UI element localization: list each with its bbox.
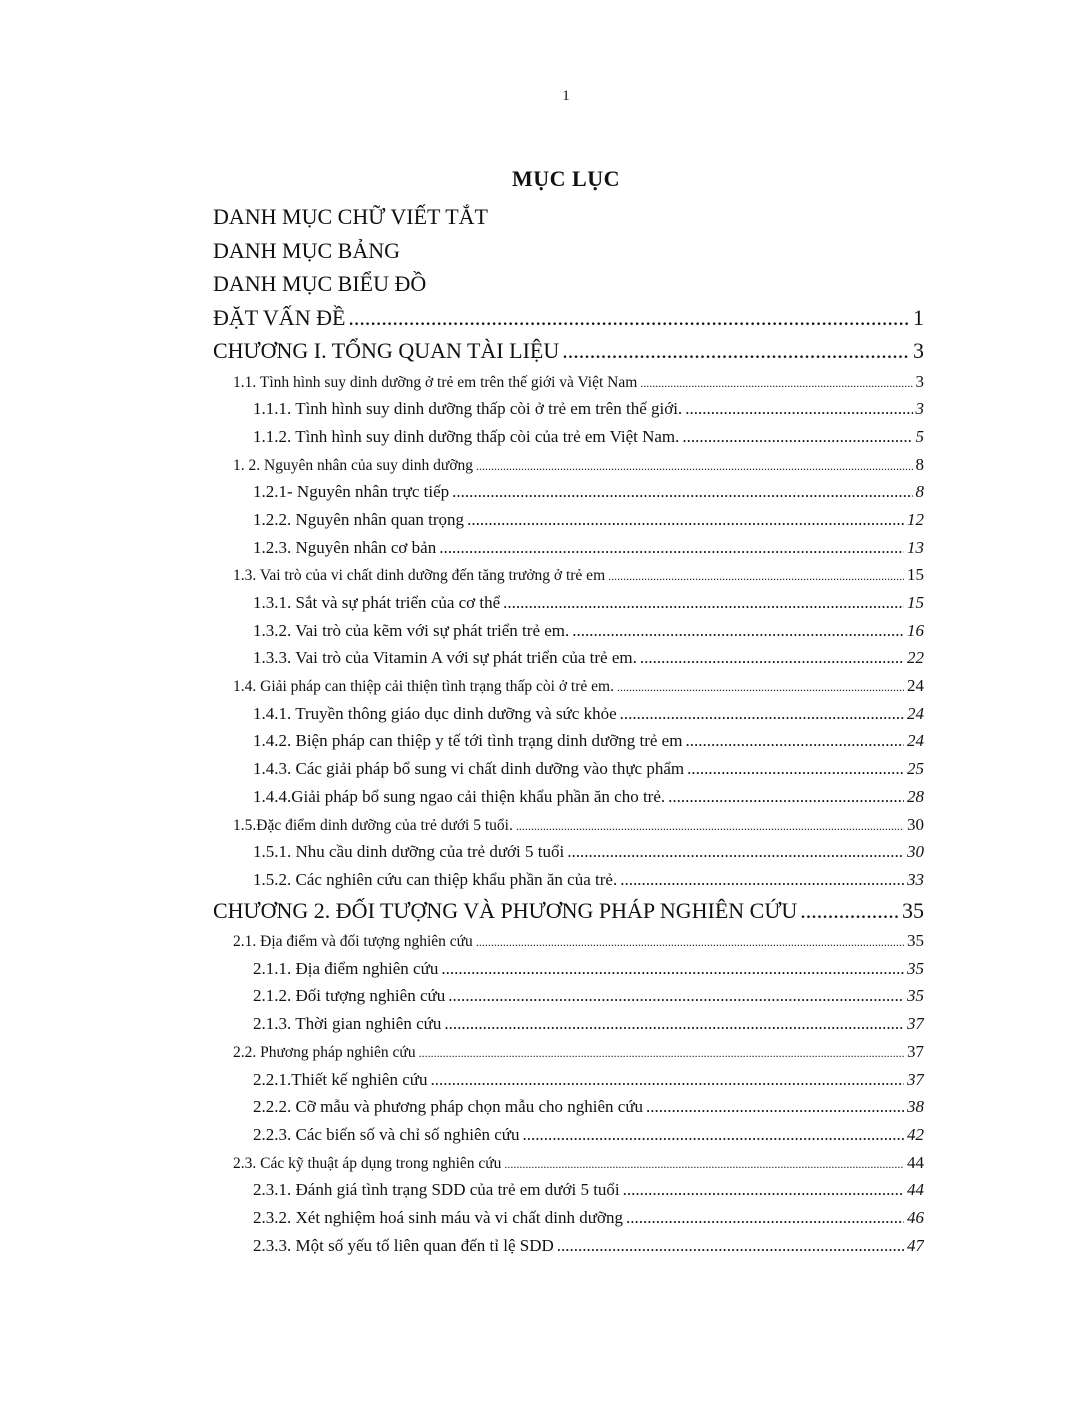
toc-entry-label: 2.1. Địa điểm và đối tượng nghiên cứu (233, 933, 473, 951)
toc-entry[interactable] (213, 478, 924, 506)
toc-entry-page: 30 (907, 814, 924, 834)
toc-entry-page: 15 (907, 593, 924, 612)
toc-entry[interactable] (213, 838, 924, 866)
toc-entry-page: 35 (907, 931, 924, 951)
toc-entry-label: 1.4.3. Các giải pháp bổ sung vi chất dinh dưỡng vào thực phẩm (253, 759, 685, 779)
dot-leader (687, 755, 904, 783)
toc-entry[interactable] (213, 1204, 924, 1232)
toc-entry-page: 24 (907, 703, 924, 723)
toc-entry-label: 1.4.4.Giải pháp bổ sung ngao cải thiện khẩu phần ăn cho trẻ. (253, 786, 666, 806)
dot-leader (557, 1232, 904, 1260)
toc-entry-label: 1.4.1. Truyền thông giáo dục dinh dưỡng và sức khỏe (253, 703, 617, 723)
dot-leader (620, 866, 904, 894)
toc-entry-label: CHƯƠNG 2. ĐỐI TƯỢNG VÀ PHƯƠNG PHÁP NGHIÊN CỨU (213, 897, 798, 923)
toc-entry-label: 1.3.2. Vai trò của kẽm với sự phát triển trẻ em. (253, 620, 570, 640)
dot-leader (452, 478, 912, 506)
toc-entry-label: ĐẶT VẤN ĐỀ (213, 304, 346, 330)
toc-entry-page: 1 (913, 304, 924, 330)
toc-entry-label: DANH MỤC BIỂU ĐỒ (213, 271, 427, 296)
toc-entry-label: 1.1.1. Tình hình suy dinh dưỡng thấp còi ở trẻ em trên thế giới. (253, 399, 683, 419)
toc-title: MỤC LỤC (512, 166, 620, 191)
toc-entry-page: 24 (907, 731, 924, 751)
toc-entry-label: 1.4.2. Biện pháp can thiệp y tế tới tình trạng dinh dưỡng trẻ em (253, 731, 683, 751)
toc-entry[interactable] (213, 1176, 924, 1204)
dot-leader (467, 506, 904, 534)
toc-entry-page: 22 (907, 648, 924, 668)
toc-entry-page: 8 (915, 482, 924, 502)
toc-entry-label: 1.4. Giải pháp can thiệp cải thiện tình trạng thấp còi ở trẻ em. (233, 678, 614, 696)
toc-entry-page: 35 (907, 986, 924, 1006)
dot-leader (800, 894, 899, 928)
dot-leader (567, 838, 904, 866)
dot-leader (685, 727, 904, 755)
page-number: 1 (562, 88, 570, 104)
toc-entry-label: 2.3.3. Một số yếu tố liên quan đến tỉ lệ SDD (253, 1235, 554, 1255)
dot-leader (685, 395, 912, 423)
toc-entry[interactable] (213, 301, 924, 335)
toc-entry-label: 2.3. Các kỹ thuật áp dụng trong nghiên cứu (233, 1154, 502, 1172)
toc-entry[interactable] (213, 1093, 924, 1121)
toc-entry-page: 3 (915, 371, 924, 391)
toc-entry[interactable] (213, 589, 924, 617)
toc-entry[interactable] (213, 1121, 924, 1149)
toc-entry-page: 3 (913, 338, 924, 363)
toc-entry[interactable] (213, 423, 924, 451)
toc-entry[interactable] (213, 1010, 924, 1038)
toc-entry-label: DANH MỤC BẢNG (213, 237, 401, 263)
toc-entry[interactable] (213, 1232, 924, 1260)
toc-entry[interactable] (213, 617, 924, 645)
dot-leader (523, 1121, 904, 1149)
toc-entry[interactable] (213, 334, 924, 368)
toc-entry-page: 28 (907, 786, 924, 806)
toc-entry[interactable] (213, 267, 924, 301)
toc-entry-label: 2.2. Phương pháp nghiên cứu (233, 1043, 416, 1061)
toc-entry-label: 1.5.1. Nhu cầu dinh dưỡng của trẻ dưới 5 tuổi (253, 842, 565, 862)
toc-entry-page: 24 (907, 676, 924, 696)
toc-entry[interactable] (213, 561, 924, 589)
toc-entry-page: 35 (902, 897, 924, 923)
toc-entry-label: 1.2.2. Nguyên nhân quan trọng (253, 509, 465, 529)
dot-leader (682, 423, 912, 451)
toc-entry-page: 13 (907, 537, 924, 557)
toc-entry-label: 1. 2. Nguyên nhân của suy dinh dưỡng (233, 456, 474, 474)
toc-entry-page: 37 (907, 1014, 924, 1034)
toc-entry-page: 37 (907, 1041, 924, 1061)
toc-entry-label: CHƯƠNG I. TỔNG QUAN TÀI LIỆU (213, 338, 560, 363)
toc-entry-label: 1.5.Đặc điểm dinh dưỡng của trẻ dưới 5 tuổi. (233, 816, 513, 834)
toc-entry-page: 30 (907, 842, 924, 862)
dot-leader (448, 982, 904, 1010)
toc-entry[interactable] (213, 982, 924, 1010)
toc-entry[interactable] (213, 927, 924, 955)
dot-leader (348, 301, 910, 335)
toc-entry[interactable] (213, 955, 924, 983)
dot-leader (476, 929, 904, 955)
dot-leader (640, 370, 912, 396)
toc-entry-label: 1.3. Vai trò của vi chất dinh dưỡng đến tăng trưởng ở trẻ em (233, 567, 606, 585)
dot-leader (419, 1040, 904, 1066)
dot-leader (430, 1066, 904, 1094)
toc-entry-label: 2.1.1. Địa điểm nghiên cứu (253, 958, 439, 978)
toc-entry-page: 3 (915, 399, 924, 419)
toc-entry-label: 2.3.2. Xét nghiệm hoá sinh máu và vi chất dinh dưỡng (253, 1207, 623, 1227)
dot-leader (476, 453, 912, 479)
dot-leader (562, 334, 910, 368)
dot-leader (572, 617, 904, 645)
toc-entry[interactable] (213, 727, 924, 755)
toc-entry[interactable] (213, 1038, 924, 1066)
toc-entry[interactable] (213, 894, 924, 928)
dot-leader (623, 1176, 904, 1204)
toc-entry-label: 2.2.2. Cỡ mẫu và phương pháp chọn mẫu cho nghiên cứu (253, 1097, 644, 1117)
dot-leader (608, 563, 904, 589)
toc-entry[interactable] (213, 672, 924, 700)
dot-leader (620, 700, 904, 728)
toc-entry-page: 33 (907, 869, 924, 889)
toc-entry[interactable] (213, 451, 924, 479)
toc-entry-page: 35 (907, 958, 924, 978)
toc-entry-label: 2.2.3. Các biến số và chỉ số nghiên cứu (253, 1124, 520, 1144)
toc-entry[interactable] (213, 534, 924, 562)
dot-leader (668, 783, 904, 811)
dot-leader (646, 1093, 904, 1121)
toc-entry-label: 1.2.3. Nguyên nhân cơ bản (253, 537, 437, 557)
dot-leader (439, 534, 904, 562)
dot-leader (617, 674, 904, 700)
toc-entry-page: 16 (907, 620, 924, 640)
toc-entry-page: 8 (915, 454, 924, 474)
toc-entry-label: 2.1.2. Đối tượng nghiên cứu (253, 986, 446, 1006)
toc-entry-label: 2.1.3. Thời gian nghiên cứu (253, 1014, 442, 1034)
toc-entry[interactable] (213, 811, 924, 839)
dot-leader (626, 1204, 904, 1232)
toc-entry-page: 44 (907, 1180, 924, 1200)
toc-entry[interactable] (213, 700, 924, 728)
toc-entry-label: 1.1.2. Tình hình suy dinh dưỡng thấp còi của trẻ em Việt Nam. (253, 426, 680, 446)
toc-entry-label: 1.3.1. Sắt và sự phát triển của cơ thể (253, 593, 501, 612)
dot-leader (504, 1151, 904, 1177)
dot-leader (444, 1010, 904, 1038)
toc-entry-page: 12 (907, 509, 924, 529)
dot-leader (441, 955, 904, 983)
toc-entry-label: 1.3.3. Vai trò của Vitamin A với sự phát triển của trẻ em. (253, 648, 637, 668)
toc-entry-page: 42 (907, 1124, 924, 1144)
toc-entry[interactable] (213, 506, 924, 534)
toc-entry-label: DANH MỤC CHỮ VIẾT TẮT (213, 204, 488, 229)
toc-entry-label: 2.3.1. Đánh giá tình trạng SDD của trẻ em dưới 5 tuổi (253, 1180, 620, 1200)
table-of-contents (213, 200, 924, 1259)
toc-entry[interactable] (213, 368, 924, 396)
toc-entry-label: 2.2.1.Thiết kế nghiên cứu (253, 1069, 428, 1089)
toc-entry[interactable] (213, 644, 924, 672)
toc-entry-page: 25 (907, 759, 924, 779)
toc-entry-page: 37 (907, 1069, 924, 1089)
toc-entry-page: 15 (907, 565, 924, 585)
toc-entry[interactable] (213, 1149, 924, 1177)
toc-entry-page: 38 (907, 1097, 924, 1117)
dot-leader (640, 644, 904, 672)
toc-entry[interactable] (213, 395, 924, 423)
toc-entry-page: 47 (907, 1235, 924, 1255)
toc-entry-page: 46 (907, 1207, 924, 1227)
toc-entry-label: 1.1. Tình hình suy dinh dưỡng ở trẻ em trên thế giới và Việt Nam (233, 373, 638, 391)
toc-entry[interactable] (213, 1066, 924, 1094)
toc-entry[interactable] (213, 234, 924, 268)
toc-entry[interactable] (213, 755, 924, 783)
toc-entry-page: 5 (915, 426, 924, 446)
dot-leader (503, 589, 904, 617)
toc-entry-label: 1.2.1- Nguyên nhân trực tiếp (253, 482, 450, 502)
toc-entry[interactable] (213, 866, 924, 894)
toc-entry[interactable] (213, 783, 924, 811)
toc-entry-page: 44 (907, 1152, 924, 1172)
toc-entry[interactable] (213, 200, 924, 234)
toc-entry-label: 1.5.2. Các nghiên cứu can thiệp khẩu phần ăn của trẻ. (253, 869, 618, 889)
dot-leader (516, 813, 904, 839)
